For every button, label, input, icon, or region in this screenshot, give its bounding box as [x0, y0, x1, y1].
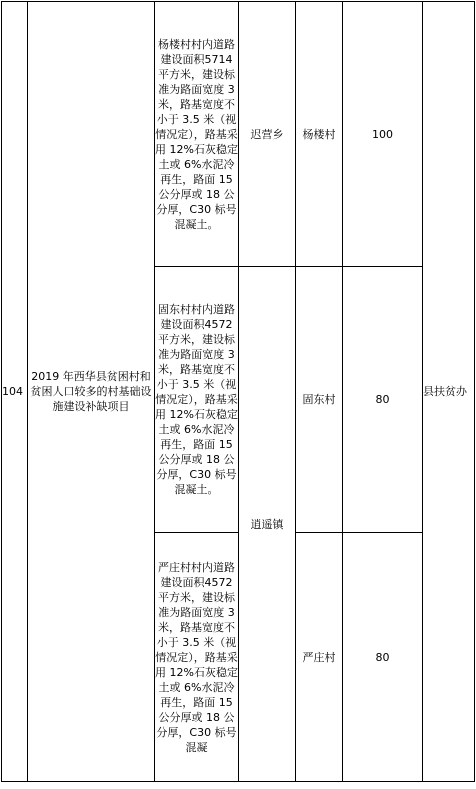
project-name: 2019 年西华县贫困村和贫困人口较多的村基础设施建设补缺项目	[28, 2, 155, 782]
town-cell: 迟营乡	[239, 2, 296, 267]
row-number: 104	[2, 2, 28, 782]
amount-cell: 80	[343, 533, 423, 782]
amount-cell: 80	[343, 267, 423, 533]
description-cell: 杨楼村村内道路建设面积5714 平方米，建设标准为路面宽度 3 米，路基宽度不小于 3.5 米（视情况定），路基采用 12%石灰稳定土或 6%水泥冷再生，路面 15 公分厚或 18 公分厚，C30 标号混凝土。	[155, 2, 239, 267]
village-cell: 固东村	[296, 267, 343, 533]
amount-cell: 100	[343, 2, 423, 267]
town-cell: 逍遥镇	[239, 267, 296, 782]
village-cell: 杨楼村	[296, 2, 343, 267]
department-cell: 县扶贫办	[423, 2, 475, 782]
table-row	[2, 2, 475, 267]
description-cell: 固东村村内道路建设面积4572 平方米，建设标准为路面宽度 3 米，路基宽度不小于 3.5 米（视情况定），路基采用 12%石灰稳定土或 6%水泥冷再生，路面 15 公分厚或 18 公分厚，C30 标号混凝土。	[155, 267, 239, 533]
project-table	[1, 1, 475, 782]
description-cell: 严庄村村内道路建设面积4572 平方米，建设标准为路面宽度 3 米，路基宽度不小于 3.5 米（视情况定），路基采用 12%石灰稳定土或 6%水泥冷再生，路面 15 公分厚或 18 公分厚，C30 标号混凝	[155, 533, 239, 782]
village-cell: 严庄村	[296, 533, 343, 782]
